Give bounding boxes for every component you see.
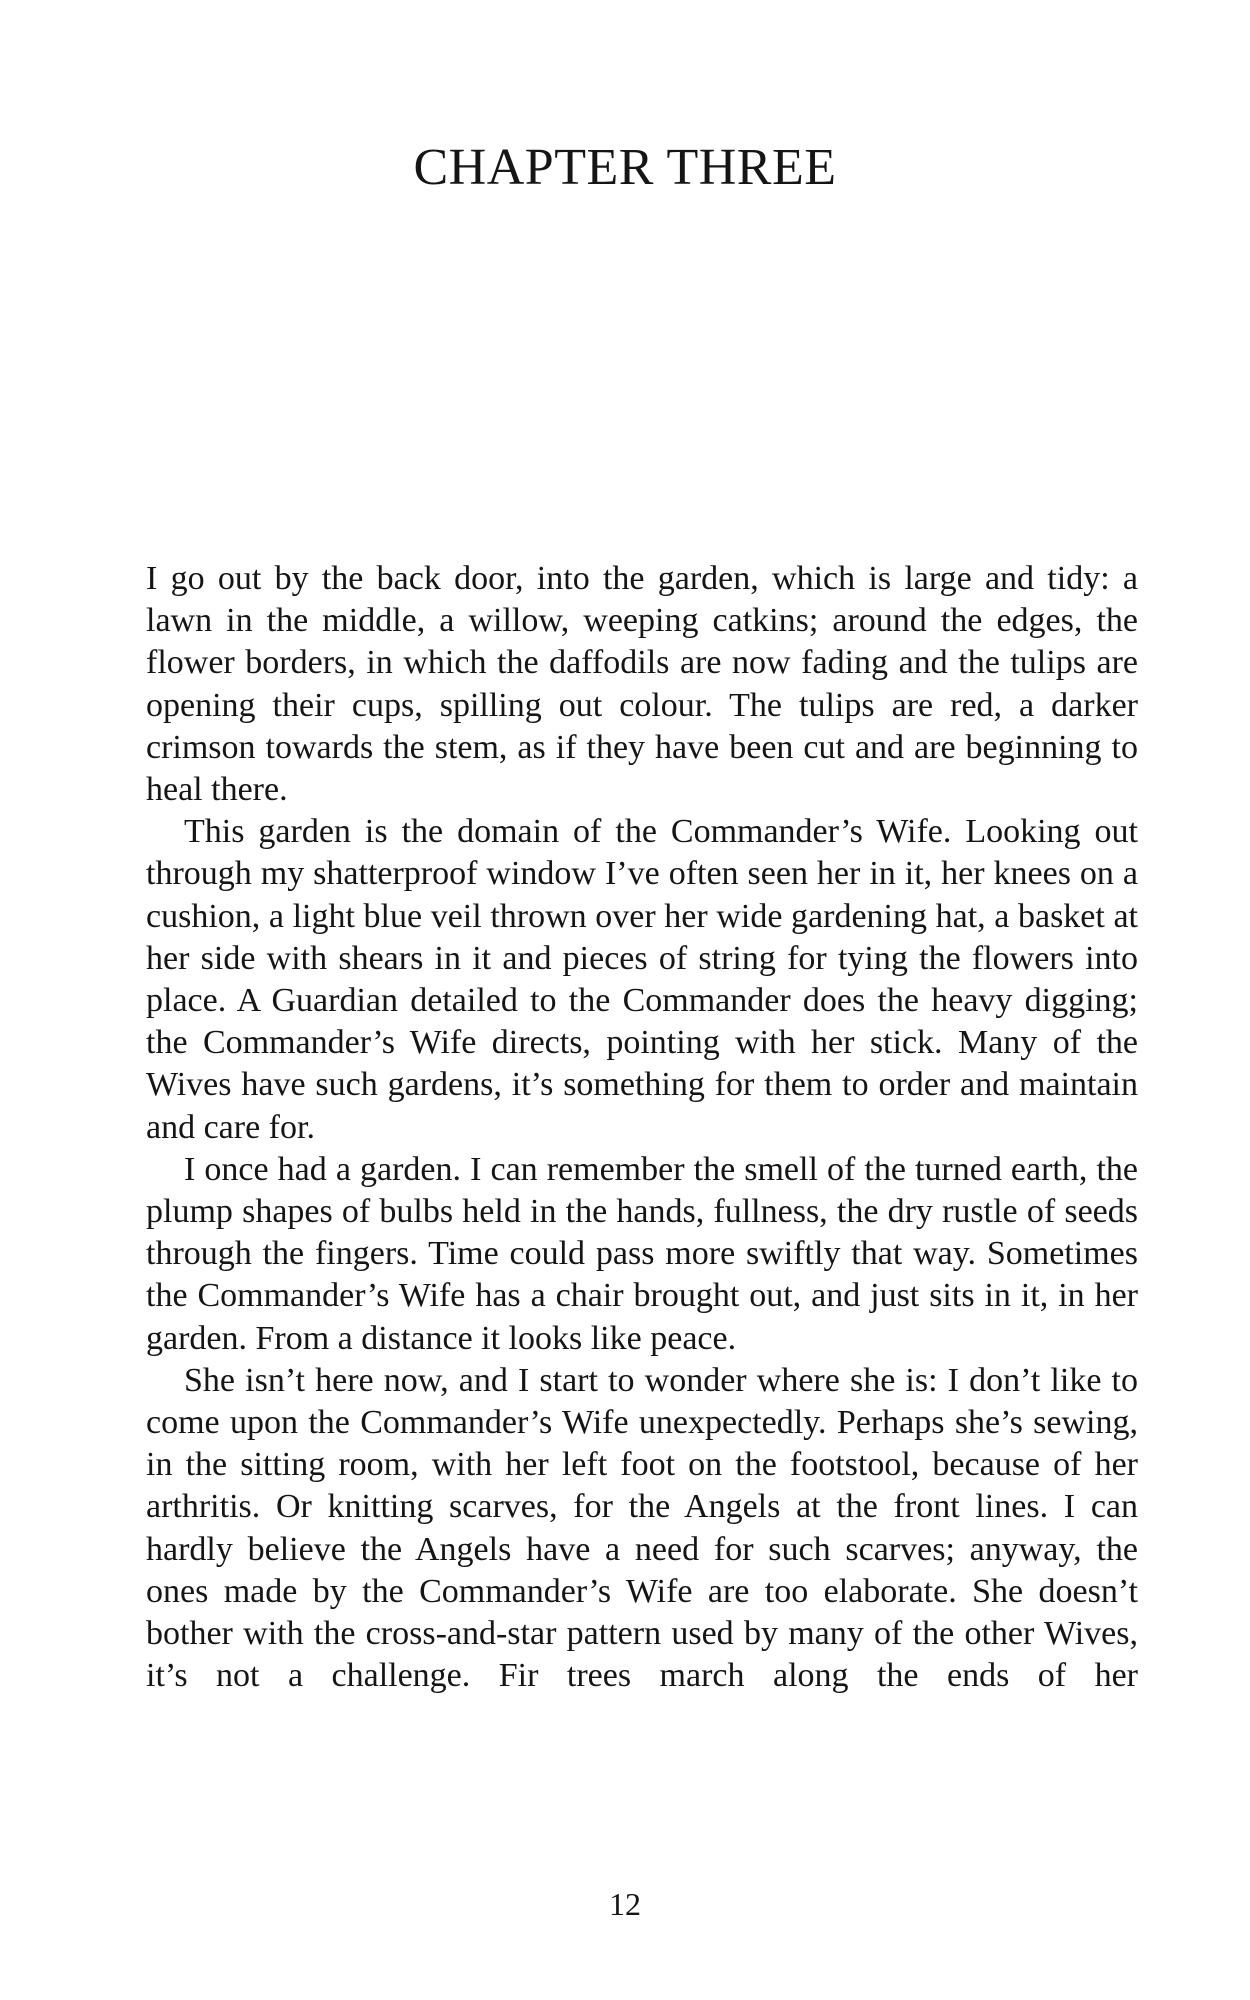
paragraph-2: This garden is the domain of the Commander’s Wife. Looking out through my shatterproof window I’ve often seen her in it, her knees on a cushion, a light blue veil thrown over her wide gardening hat, a basket at her side with shears in it and pieces of string for tying the flowers into place. A Guardian detailed to the Commander does the heavy digging; the Commander’s Wife directs, pointing with her stick. Many of the Wives have such gardens, it’s something for them to order and maintain and care for. xyxy=(146,813,1138,1146)
page-number: 12 xyxy=(609,1886,641,1922)
paragraph-1: I go out by the back door, into the garden, which is large and tidy: a lawn in the middle, a willow, weeping catkins; around the edges, the flower borders, in which the daffodils are now fading and the tulips are opening their cups, spilling out colour. The tulips are red, a darker crimson towards the stem, as if they have been cut and are beginning to heal there. xyxy=(146,560,1138,809)
chapter-title: CHAPTER THREE xyxy=(413,139,837,196)
paragraph-3: I once had a garden. I can remember the smell of the turned earth, the plump shapes of bulbs held in the hands, fullness, the dry rustle of seeds through the fingers. Time could pass more swiftly that way. Sometimes the Commander’s Wife has a chair brought out, and just sits in it, in her garden. From a distance it looks like peace. xyxy=(146,1150,1138,1357)
paragraph-4: She isn’t here now, and I start to wonder where she is: I don’t like to come upon the Commander’s Wife unexpectedly. Perhaps she’s sewing, in the sitting room, with her left foot on the footstool, because of her arthritis. Or knitting scarves, for the Angels at the front lines. I can hardly believe the Angels have a need for such scarves; anyway, the ones made by the Commander’s Wife are too elaborate. She doesn’t bother with the cross-and-star pattern used by many of the other Wives, it’s not a challenge. Fir trees march along the ends of her xyxy=(146,1361,1138,1695)
body-text xyxy=(146,558,1138,1697)
